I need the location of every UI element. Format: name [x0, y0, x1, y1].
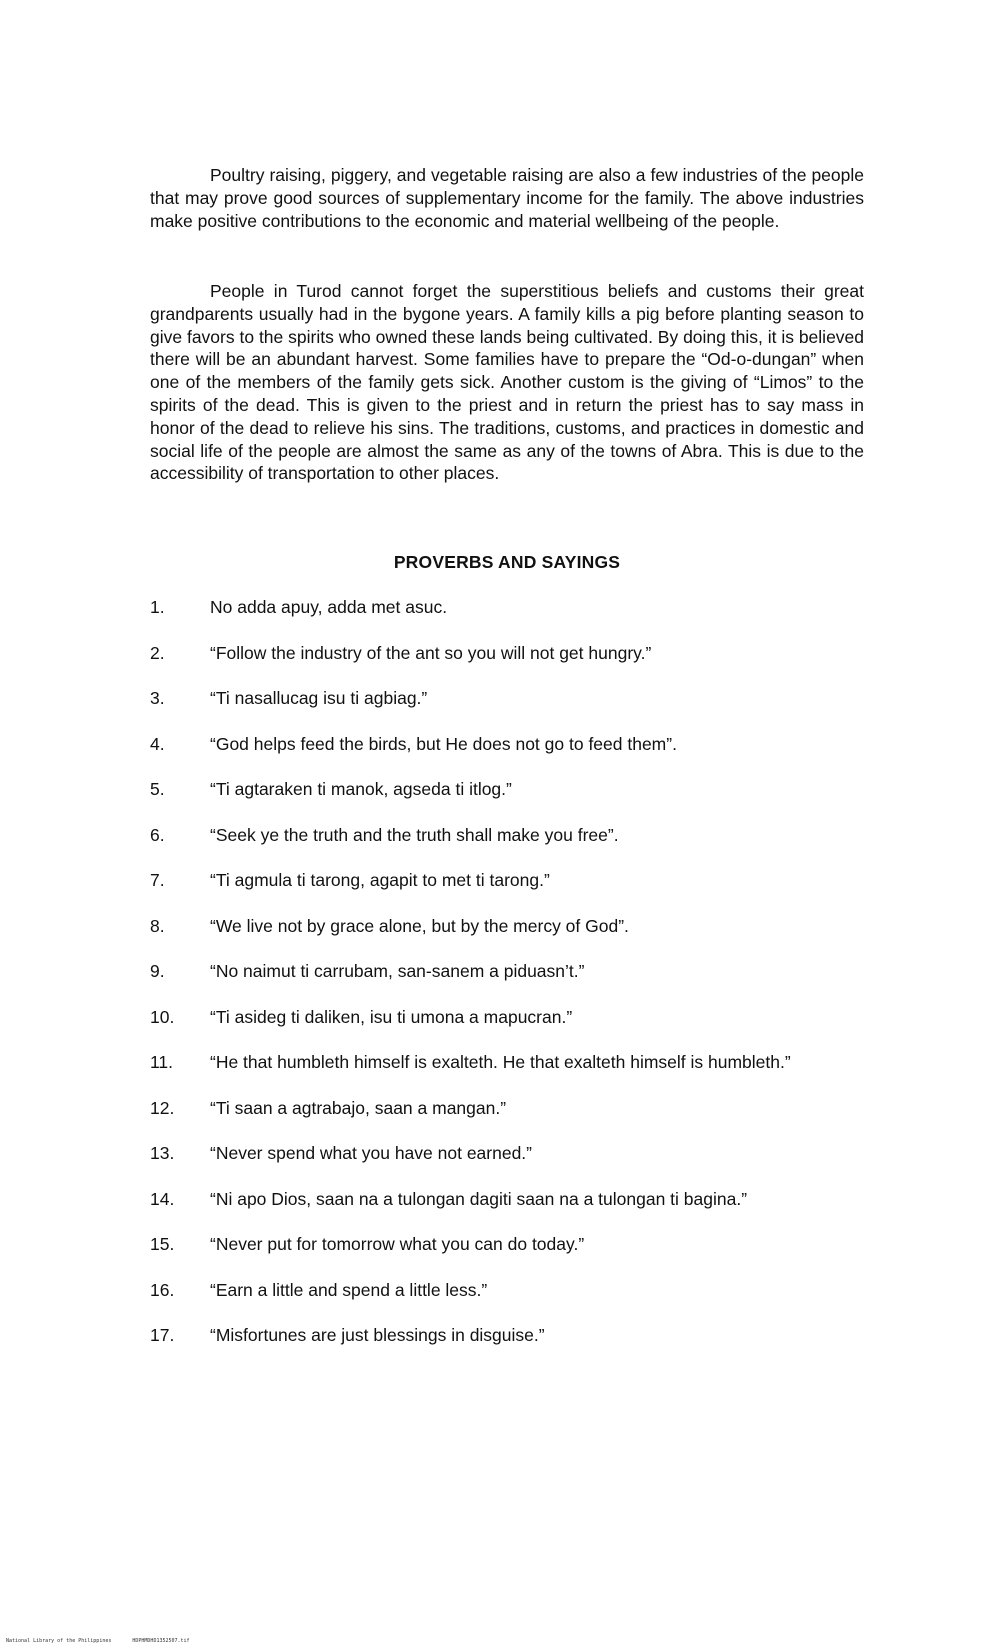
- list-item-number: 8.: [150, 915, 165, 936]
- list-item-text: “Ti nasallucag isu ti agbiag.”: [210, 688, 428, 708]
- section-heading: PROVERBS AND SAYINGS: [393, 552, 621, 572]
- list-item: [150, 1188, 864, 1210]
- list-item: [150, 733, 864, 755]
- list-item-number: 6.: [150, 824, 165, 845]
- list-item-text: “Never spend what you have not earned.”: [210, 1143, 532, 1163]
- list-item: [150, 1051, 864, 1073]
- list-item: [150, 1006, 864, 1028]
- list-item: [150, 915, 864, 937]
- list-item: [150, 960, 864, 982]
- list-item-text: “He that humbleth himself is exalteth. He that exalteth himself is humbleth.”: [210, 1052, 791, 1072]
- list-item: [150, 687, 864, 709]
- list-item-number: 10.: [150, 1006, 175, 1027]
- list-item-text: “We live not by grace alone, but by the mercy of God”.: [210, 915, 629, 936]
- list-item-number: 9.: [150, 961, 165, 981]
- list-item-text: “Follow the industry of the ant so you will not get hungry.”: [210, 642, 652, 663]
- list-item: [150, 824, 864, 846]
- list-item-number: 1.: [150, 597, 165, 617]
- list-item-number: 14.: [150, 1188, 175, 1209]
- list-item-text: “Ti agmula ti tarong, agapit to met ti tarong.”: [210, 870, 550, 890]
- list-item: [150, 596, 864, 618]
- list-item-text: “Ti saan a agtrabajo, saan a mangan.”: [210, 1097, 507, 1118]
- list-item-text: “No naimut ti carrubam, san-sanem a piduasn’t.”: [210, 961, 585, 981]
- list-item: [150, 1324, 864, 1346]
- list-item: [150, 1279, 864, 1301]
- list-item-text: No adda apuy, adda met asuc.: [210, 597, 448, 617]
- footer-file-id: HDPHMDHD1352507.tif: [132, 1638, 190, 1644]
- paragraph-industries: Poultry raising, piggery, and vegetable raising are also a few industries of the people that may prove good sources of supplementary income for the family. The above industries make positive contributions to the economic and material wellbeing of the people.: [150, 165, 864, 231]
- list-item-number: 11.: [150, 1052, 174, 1072]
- scan-footer: [6, 1638, 208, 1644]
- list-item-text: “Earn a little and spend a little less.”: [210, 1279, 488, 1300]
- list-item-text: “Ti asideg ti daliken, isu ti umona a mapucran.”: [210, 1006, 573, 1027]
- list-item-number: 3.: [150, 688, 165, 708]
- list-item-number: 13.: [150, 1143, 175, 1163]
- list-item-number: 17.: [150, 1325, 175, 1345]
- list-item: [150, 778, 864, 800]
- list-item-text: “Misfortunes are just blessings in disguise.”: [210, 1325, 545, 1345]
- list-item: [150, 1142, 864, 1164]
- list-item-text: “Never put for tomorrow what you can do today.”: [210, 1234, 585, 1254]
- list-item-number: 16.: [150, 1279, 175, 1300]
- proverbs-list: [150, 596, 864, 1370]
- list-item-text: “God helps feed the birds, but He does not go to feed them”.: [210, 733, 677, 754]
- paragraph-customs: People in Turod cannot forget the superstitious beliefs and customs their great grandparents usually had in the bygone years. A family kills a pig before planting season to give favors to the spirits who owned these lands being cultivated. By doing this, it is believed there will be an abundant harvest. Some families have to prepare the “Od-o-dungan” when one of the members of the family gets sick. Another custom is the giving of “Limos” to the spirits of the dead. This is given to the priest and in return the priest has to say mass in honor of the dead to relieve his sins. The traditions, customs, and practices in domestic and social life of the people are almost the same as any of the towns of Abra. This is due to the accessibility of transportation to other places.: [150, 281, 865, 484]
- list-item-number: 4.: [150, 733, 165, 754]
- list-item-number: 7.: [150, 870, 165, 890]
- list-item-text: “Ti agtaraken ti manok, agseda ti itlog.”: [210, 779, 512, 799]
- list-item: [150, 1233, 864, 1255]
- footer-library: National Library of the Philippines: [6, 1638, 112, 1644]
- list-item-number: 2.: [150, 642, 165, 663]
- list-item: [150, 642, 864, 664]
- list-item-text: “Seek ye the truth and the truth shall make you free”.: [210, 824, 619, 845]
- list-item: [150, 1097, 864, 1119]
- list-item-text: “Ni apo Dios, saan na a tulongan dagiti saan na a tulongan ti bagina.”: [210, 1188, 748, 1209]
- list-item-number: 5.: [150, 779, 165, 799]
- list-item: [150, 869, 864, 891]
- list-item-number: 15.: [150, 1234, 175, 1254]
- list-item-number: 12.: [150, 1097, 175, 1118]
